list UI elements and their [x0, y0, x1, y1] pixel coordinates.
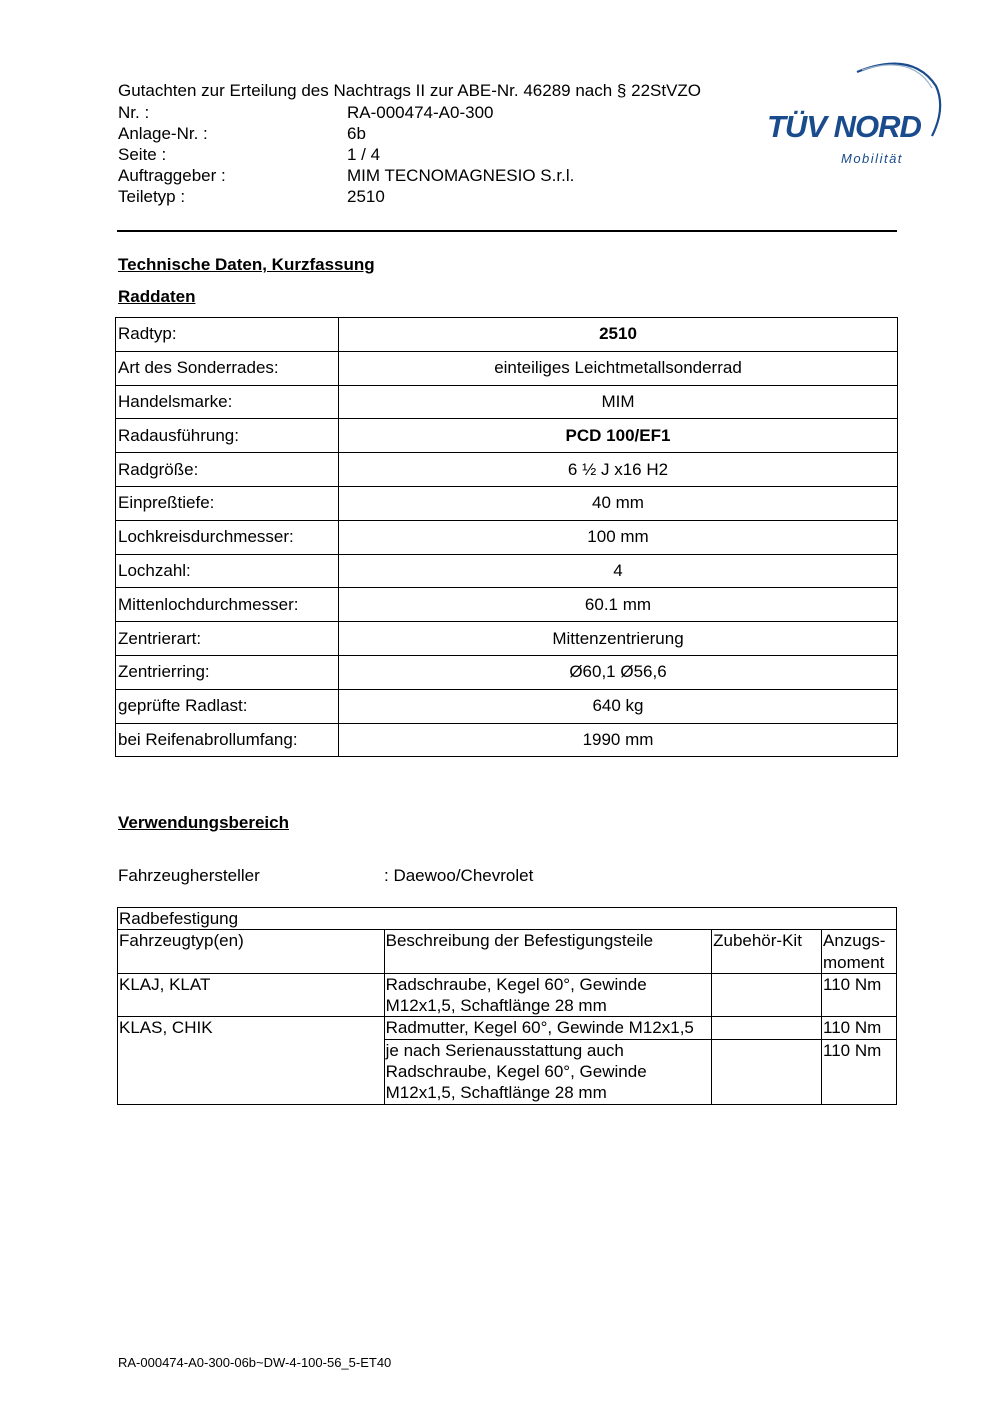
document-title: Gutachten zur Erteilung des Nachtrags II zur ABE-Nr. 46289 nach § 22StVZO — [118, 81, 702, 100]
raddaten-row — [116, 655, 898, 689]
raddaten-label: Radtyp: — [116, 318, 339, 352]
raddaten-label: Handelsmarke: — [116, 385, 339, 419]
raddaten-row — [116, 554, 898, 588]
radbefestigung-title-row — [118, 908, 897, 930]
header-anzugsmoment: Anzugs-moment — [822, 930, 897, 974]
raddaten-value: Mittenzentrierung — [339, 622, 898, 656]
raddaten-label: Lochzahl: — [116, 554, 339, 588]
meta-value: 2510 — [347, 187, 385, 206]
meta-value: 6b — [347, 124, 366, 143]
raddaten-value: einteiliges Leichtmetallsonderrad — [339, 351, 898, 385]
raddaten-row — [116, 486, 898, 520]
raddaten-row — [116, 723, 898, 757]
meta-value: RA-000474-A0-300 — [347, 103, 494, 122]
raddaten-value: 40 mm — [339, 486, 898, 520]
raddaten-table — [115, 317, 898, 757]
raddaten-row — [116, 588, 898, 622]
raddaten-row — [116, 385, 898, 419]
raddaten-label: Mittenlochdurchmesser: — [116, 588, 339, 622]
raddaten-value: Ø60,1 Ø56,6 — [339, 655, 898, 689]
moment-cell: 110 Nm — [822, 973, 897, 1017]
raddaten-label: Lochkreisdurchmesser: — [116, 520, 339, 554]
raddaten-value: 100 mm — [339, 520, 898, 554]
raddaten-row — [116, 351, 898, 385]
logo-brand: TÜV NORD — [767, 109, 921, 144]
raddaten-label: Zentrierart: — [116, 622, 339, 656]
fahrzeughersteller-label: Fahrzeughersteller — [118, 866, 260, 885]
raddaten-value: 4 — [339, 554, 898, 588]
section-verwendungsbereich: Verwendungsbereich — [118, 813, 289, 832]
raddaten-row — [116, 689, 898, 723]
raddaten-label: geprüfte Radlast: — [116, 689, 339, 723]
section-raddaten: Raddaten — [118, 287, 196, 306]
kit-cell — [712, 1017, 822, 1039]
tuv-nord-logo — [762, 58, 942, 170]
kit-cell — [712, 973, 822, 1017]
meta-label: Auftraggeber : — [118, 166, 226, 185]
raddaten-row — [116, 318, 898, 352]
raddaten-label: bei Reifenabrollumfang: — [116, 723, 339, 757]
logo-subtitle: Mobilität — [841, 151, 903, 166]
section-technische-daten: Technische Daten, Kurzfassung — [118, 255, 375, 274]
table-row — [118, 1017, 897, 1039]
radbefestigung-title: Radbefestigung — [118, 908, 897, 930]
raddaten-row — [116, 419, 898, 453]
meta-label: Anlage-Nr. : — [118, 124, 208, 143]
kit-cell — [712, 1039, 822, 1104]
raddaten-label: Art des Sonderrades: — [116, 351, 339, 385]
raddaten-label: Zentrierring: — [116, 655, 339, 689]
meta-value: 1 / 4 — [347, 145, 381, 164]
beschreibung-cell: Radmutter, Kegel 60°, Gewinde M12x1,5 — [384, 1017, 711, 1039]
meta-label: Teiletyp : — [118, 187, 186, 206]
raddaten-value: 2510 — [339, 318, 898, 352]
raddaten-label: Radgröße: — [116, 453, 339, 487]
header-beschreibung: Beschreibung der Befestigungsteile — [384, 930, 711, 974]
raddaten-value: 6 ½ J x16 H2 — [339, 453, 898, 487]
raddaten-row — [116, 520, 898, 554]
raddaten-row — [116, 622, 898, 656]
raddaten-row — [116, 453, 898, 487]
moment-cell: 110 Nm — [822, 1039, 897, 1104]
radbefestigung-header-row — [118, 930, 897, 974]
header-zubehoer-kit: Zubehör-Kit — [712, 930, 822, 974]
beschreibung-cell: Radschraube, Kegel 60°, Gewinde M12x1,5, Schaftlänge 28 mm — [384, 973, 711, 1017]
raddaten-label: Einpreßtiefe: — [116, 486, 339, 520]
raddaten-value: MIM — [339, 385, 898, 419]
table-row — [118, 973, 897, 1017]
fahrzeugtyp-cell: KLAJ, KLAT — [118, 973, 385, 1017]
raddaten-value: 1990 mm — [339, 723, 898, 757]
moment-cell: 110 Nm — [822, 1017, 897, 1039]
header-rule — [117, 230, 897, 232]
meta-value: MIM TECNOMAGNESIO S.r.l. — [347, 166, 575, 185]
fahrzeugtyp-cell: KLAS, CHIK — [118, 1017, 385, 1104]
beschreibung-cell: je nach Serienausstattung auch Radschraube, Kegel 60°, Gewinde M12x1,5, Schaftlänge 28 mm — [384, 1039, 711, 1104]
raddaten-value: 640 kg — [339, 689, 898, 723]
raddaten-label: Radausführung: — [116, 419, 339, 453]
raddaten-value: 60.1 mm — [339, 588, 898, 622]
header-fahrzeugtyp: Fahrzeugtyp(en) — [118, 930, 385, 974]
raddaten-value: PCD 100/EF1 — [339, 419, 898, 453]
footer-reference: RA-000474-A0-300-06b~DW-4-100-56_5-ET40 — [118, 1355, 392, 1370]
meta-label: Seite : — [118, 145, 167, 164]
meta-label: Nr. : — [118, 103, 150, 122]
fahrzeughersteller-value: : Daewoo/Chevrolet — [384, 866, 534, 885]
radbefestigung-table — [117, 907, 897, 1105]
